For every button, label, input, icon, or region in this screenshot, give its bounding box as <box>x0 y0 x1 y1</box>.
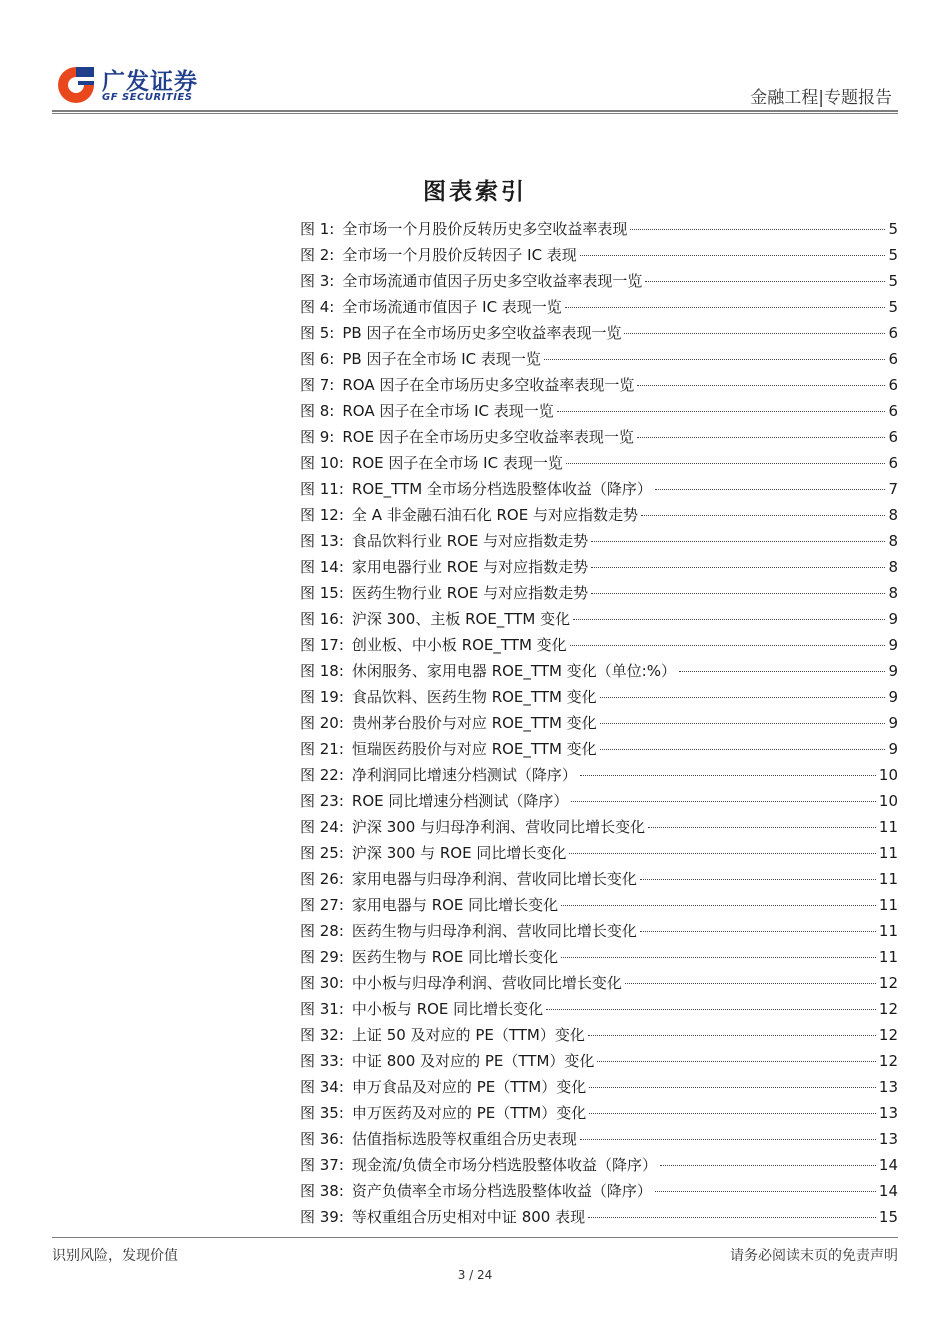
toc-entry-label: 图 13: <box>300 532 344 550</box>
toc-entry-title: 中小板与归母净利润、营收同比增长变化 <box>351 974 622 992</box>
toc-entry-label: 图 21: <box>300 740 344 758</box>
toc-entry-title: 等权重组合历史相对中证 800 表现 <box>351 1208 586 1226</box>
header-divider <box>52 110 898 112</box>
toc-entry-label: 图 8: <box>300 402 335 420</box>
toc-entry-page: 13 <box>878 1130 898 1148</box>
footer-divider <box>52 1237 898 1238</box>
toc-entry-page: 5 <box>888 220 898 238</box>
toc-entry-label: 图 7: <box>300 376 335 394</box>
toc-dot-leader <box>600 749 886 750</box>
toc-entry-title: 家用电器行业 ROE 与对应指数走势 <box>351 558 589 576</box>
toc-entry[interactable] <box>300 1100 898 1126</box>
toc-entry-label: 图 5: <box>300 324 335 342</box>
toc-entry-label: 图 24: <box>300 818 344 836</box>
toc-entry-page: 12 <box>878 974 898 992</box>
toc-dot-leader <box>655 489 886 490</box>
toc-entry[interactable] <box>300 944 898 970</box>
toc-entry-page: 14 <box>878 1156 898 1174</box>
toc-dot-leader <box>588 1217 876 1218</box>
toc-entry-title: 家用电器与归母净利润、营收同比增长变化 <box>351 870 637 888</box>
toc-entry-label: 图 38: <box>300 1182 344 1200</box>
toc-entry[interactable] <box>300 1022 898 1048</box>
toc-entry-title: PB 因子在全市场历史多空收益率表现一览 <box>342 324 622 342</box>
toc-dot-leader <box>640 879 876 880</box>
toc-entry-title: 全市场一个月股价反转历史多空收益率表现 <box>342 220 628 238</box>
toc-entry-label: 图 33: <box>300 1052 344 1070</box>
toc-dot-leader <box>591 541 885 542</box>
toc-entry-label: 图 34: <box>300 1078 344 1096</box>
toc-entry-label: 图 20: <box>300 714 344 732</box>
toc-entry-page: 5 <box>888 246 898 264</box>
toc-entry[interactable] <box>300 814 898 840</box>
toc-entry-label: 图 31: <box>300 1000 344 1018</box>
toc-entry[interactable] <box>300 996 898 1022</box>
toc-entry-page: 6 <box>888 402 898 420</box>
toc-dot-leader <box>546 1009 876 1010</box>
figure-index-list <box>300 216 898 1230</box>
toc-dot-leader <box>580 775 876 776</box>
toc-dot-leader <box>648 827 876 828</box>
toc-entry-page: 9 <box>888 636 898 654</box>
toc-entry-page: 8 <box>888 584 898 602</box>
toc-entry-page: 15 <box>878 1208 898 1226</box>
toc-entry[interactable] <box>300 502 898 528</box>
toc-entry-title: 上证 50 及对应的 PE（TTM）变化 <box>351 1026 585 1044</box>
toc-dot-leader <box>570 645 886 646</box>
toc-dot-leader <box>557 411 886 412</box>
toc-dot-leader <box>637 437 886 438</box>
toc-dot-leader <box>597 1061 876 1062</box>
toc-entry-label: 图 35: <box>300 1104 344 1122</box>
toc-entry-label: 图 10: <box>300 454 344 472</box>
toc-entry-title: ROE 因子在全市场 IC 表现一览 <box>351 454 563 472</box>
toc-entry[interactable] <box>300 788 898 814</box>
toc-entry-page: 8 <box>888 532 898 550</box>
toc-dot-leader <box>569 853 876 854</box>
toc-dot-leader <box>588 1035 876 1036</box>
company-logo <box>54 63 214 109</box>
toc-entry-page: 6 <box>888 350 898 368</box>
toc-entry-title: 沪深 300 与归母净利润、营收同比增长变化 <box>351 818 646 836</box>
toc-entry[interactable] <box>300 554 898 580</box>
toc-entry-title: 医药生物行业 ROE 与对应指数走势 <box>351 584 589 602</box>
toc-entry[interactable] <box>300 762 898 788</box>
toc-entry-page: 5 <box>888 272 898 290</box>
toc-entry-label: 图 37: <box>300 1156 344 1174</box>
toc-entry[interactable] <box>300 294 898 320</box>
toc-entry-label: 图 32: <box>300 1026 344 1044</box>
toc-entry-title: 全市场一个月股价反转因子 IC 表现 <box>342 246 577 264</box>
toc-entry-title: 创业板、中小板 ROE_TTM 变化 <box>351 636 567 654</box>
toc-entry-label: 图 23: <box>300 792 344 810</box>
toc-entry[interactable] <box>300 476 898 502</box>
toc-entry-page: 13 <box>878 1104 898 1122</box>
toc-entry-label: 图 30: <box>300 974 344 992</box>
toc-entry[interactable] <box>300 424 898 450</box>
toc-entry-label: 图 3: <box>300 272 335 290</box>
toc-entry-title: 净利润同比增速分档测试（降序） <box>351 766 577 784</box>
toc-entry-page: 6 <box>888 454 898 472</box>
toc-entry-label: 图 1: <box>300 220 335 238</box>
toc-entry-label: 图 9: <box>300 428 335 446</box>
toc-entry-page: 8 <box>888 558 898 576</box>
toc-dot-leader <box>600 697 886 698</box>
toc-entry[interactable] <box>300 528 898 554</box>
toc-entry[interactable] <box>300 372 898 398</box>
toc-entry-label: 图 18: <box>300 662 344 680</box>
toc-entry-label: 图 12: <box>300 506 344 524</box>
toc-entry-page: 14 <box>878 1182 898 1200</box>
toc-entry-label: 图 19: <box>300 688 344 706</box>
toc-dot-leader <box>573 619 885 620</box>
toc-entry-title: 医药生物与 ROE 同比增长变化 <box>351 948 559 966</box>
toc-dot-leader <box>625 983 876 984</box>
toc-entry[interactable] <box>300 918 898 944</box>
toc-entry-label: 图 36: <box>300 1130 344 1148</box>
toc-entry-title: 食品饮料行业 ROE 与对应指数走势 <box>351 532 589 550</box>
toc-entry-label: 图 14: <box>300 558 344 576</box>
toc-entry-title: ROA 因子在全市场历史多空收益率表现一览 <box>342 376 635 394</box>
toc-entry-label: 图 4: <box>300 298 335 316</box>
toc-entry-page: 11 <box>878 948 898 966</box>
toc-dot-leader <box>630 229 885 230</box>
gf-logo-icon <box>54 63 98 107</box>
toc-entry-page: 6 <box>888 428 898 446</box>
toc-entry[interactable] <box>300 320 898 346</box>
toc-entry-title: 全市场流通市值因子 IC 表现一览 <box>342 298 562 316</box>
toc-entry[interactable] <box>300 1126 898 1152</box>
toc-entry-page: 11 <box>878 844 898 862</box>
toc-entry-title: 申万医药及对应的 PE（TTM）变化 <box>351 1104 587 1122</box>
toc-entry-page: 5 <box>888 298 898 316</box>
toc-entry-title: 全市场流通市值因子历史多空收益率表现一览 <box>342 272 643 290</box>
toc-entry-page: 10 <box>878 792 898 810</box>
toc-entry-label: 图 39: <box>300 1208 344 1226</box>
toc-entry[interactable] <box>300 658 898 684</box>
toc-entry-page: 11 <box>878 896 898 914</box>
footer-slogan: 识别风险，发现价值 <box>52 1248 178 1264</box>
toc-dot-leader <box>580 255 886 256</box>
toc-entry-title: 沪深 300 与 ROE 同比增长变化 <box>351 844 567 862</box>
toc-entry[interactable] <box>300 736 898 762</box>
toc-entry[interactable] <box>300 866 898 892</box>
toc-dot-leader <box>566 463 886 464</box>
toc-entry-title: PB 因子在全市场 IC 表现一览 <box>342 350 541 368</box>
toc-dot-leader <box>660 1165 876 1166</box>
toc-entry[interactable] <box>300 1178 898 1204</box>
toc-entry[interactable] <box>300 840 898 866</box>
toc-dot-leader <box>640 931 876 932</box>
toc-dot-leader <box>637 385 885 386</box>
toc-entry-page: 7 <box>888 480 898 498</box>
toc-entry-page: 11 <box>878 818 898 836</box>
toc-entry-page: 11 <box>878 870 898 888</box>
toc-entry-title: 恒瑞医药股价与对应 ROE_TTM 变化 <box>351 740 597 758</box>
logo-chinese-name: 广发证券 <box>102 69 198 95</box>
toc-dot-leader <box>591 567 885 568</box>
toc-entry[interactable] <box>300 398 898 424</box>
toc-entry-page: 8 <box>888 506 898 524</box>
toc-dot-leader <box>600 723 886 724</box>
toc-entry-label: 图 11: <box>300 480 344 498</box>
toc-entry-title: 食品饮料、医药生物 ROE_TTM 变化 <box>351 688 597 706</box>
toc-entry-title: 全 A 非金融石油石化 ROE 与对应指数走势 <box>351 506 638 524</box>
toc-entry-title: ROE 因子在全市场历史多空收益率表现一览 <box>342 428 634 446</box>
toc-entry[interactable] <box>300 346 898 372</box>
toc-entry-page: 10 <box>878 766 898 784</box>
page-number: 3 / 24 <box>457 1268 493 1282</box>
toc-entry-title: 现金流/负债全市场分档选股整体收益（降序） <box>351 1156 657 1174</box>
toc-entry-label: 图 22: <box>300 766 344 784</box>
toc-entry-page: 9 <box>888 740 898 758</box>
toc-entry-label: 图 25: <box>300 844 344 862</box>
toc-entry-label: 图 26: <box>300 870 344 888</box>
footer-disclaimer: 请务必阅读末页的免责声明 <box>730 1248 898 1264</box>
toc-entry-label: 图 27: <box>300 896 344 914</box>
toc-entry-title: 中小板与 ROE 同比增长变化 <box>351 1000 544 1018</box>
toc-entry-page: 12 <box>878 1052 898 1070</box>
toc-entry-title: 沪深 300、主板 ROE_TTM 变化 <box>351 610 571 628</box>
toc-dot-leader <box>544 359 886 360</box>
toc-entry-title: ROE 同比增速分档测试（降序） <box>351 792 569 810</box>
toc-entry[interactable] <box>300 606 898 632</box>
toc-entry[interactable] <box>300 710 898 736</box>
toc-entry-page: 9 <box>888 662 898 680</box>
toc-entry[interactable] <box>300 242 898 268</box>
toc-entry-title: 资产负债率全市场分档选股整体收益（降序） <box>351 1182 652 1200</box>
toc-entry-title: ROE_TTM 全市场分档选股整体收益（降序） <box>351 480 652 498</box>
toc-dot-leader <box>561 905 876 906</box>
toc-dot-leader <box>589 1087 876 1088</box>
toc-entry-label: 图 2: <box>300 246 335 264</box>
toc-entry-page: 12 <box>878 1026 898 1044</box>
toc-entry[interactable] <box>300 450 898 476</box>
toc-entry-title: 估值指标选股等权重组合历史表现 <box>351 1130 577 1148</box>
toc-entry-page: 9 <box>888 688 898 706</box>
toc-entry-title: 中证 800 及对应的 PE（TTM）变化 <box>351 1052 595 1070</box>
toc-dot-leader <box>679 671 885 672</box>
toc-entry[interactable] <box>300 1074 898 1100</box>
toc-entry[interactable] <box>300 892 898 918</box>
toc-entry[interactable] <box>300 684 898 710</box>
toc-dot-leader <box>624 333 885 334</box>
toc-entry-page: 6 <box>888 324 898 342</box>
toc-entry-title: 休闲服务、家用电器 ROE_TTM 变化（单位:%） <box>351 662 676 680</box>
toc-dot-leader <box>589 1113 876 1114</box>
toc-entry-title: 家用电器与 ROE 同比增长变化 <box>351 896 559 914</box>
toc-entry[interactable] <box>300 268 898 294</box>
toc-dot-leader <box>571 801 876 802</box>
toc-entry[interactable] <box>300 1152 898 1178</box>
toc-entry-page: 9 <box>888 714 898 732</box>
toc-entry-label: 图 16: <box>300 610 344 628</box>
toc-entry-page: 12 <box>878 1000 898 1018</box>
report-category: 金融工程|专题报告 <box>750 88 892 108</box>
toc-entry-label: 图 15: <box>300 584 344 602</box>
toc-dot-leader <box>645 281 885 282</box>
toc-entry-label: 图 28: <box>300 922 344 940</box>
toc-entry[interactable] <box>300 632 898 658</box>
page-title: 图表索引 <box>423 179 527 205</box>
header-divider-thin <box>52 113 898 114</box>
toc-entry-page: 9 <box>888 610 898 628</box>
toc-dot-leader <box>591 593 885 594</box>
toc-entry-title: 贵州茅台股价与对应 ROE_TTM 变化 <box>351 714 597 732</box>
toc-entry[interactable] <box>300 970 898 996</box>
toc-entry[interactable] <box>300 216 898 242</box>
toc-entry-label: 图 29: <box>300 948 344 966</box>
toc-entry-title: 医药生物与归母净利润、营收同比增长变化 <box>351 922 637 940</box>
toc-entry-page: 13 <box>878 1078 898 1096</box>
logo-english-name: GF SECURITIES <box>102 92 193 103</box>
toc-entry-label: 图 17: <box>300 636 344 654</box>
toc-entry[interactable] <box>300 1048 898 1074</box>
toc-dot-leader <box>641 515 885 516</box>
toc-entry[interactable] <box>300 1204 898 1230</box>
toc-dot-leader <box>561 957 876 958</box>
toc-dot-leader <box>565 307 886 308</box>
toc-entry-page: 6 <box>888 376 898 394</box>
toc-dot-leader <box>580 1139 876 1140</box>
toc-entry[interactable] <box>300 580 898 606</box>
toc-dot-leader <box>655 1191 876 1192</box>
toc-entry-page: 11 <box>878 922 898 940</box>
toc-entry-title: ROA 因子在全市场 IC 表现一览 <box>342 402 554 420</box>
toc-entry-label: 图 6: <box>300 350 335 368</box>
toc-entry-title: 申万食品及对应的 PE（TTM）变化 <box>351 1078 587 1096</box>
